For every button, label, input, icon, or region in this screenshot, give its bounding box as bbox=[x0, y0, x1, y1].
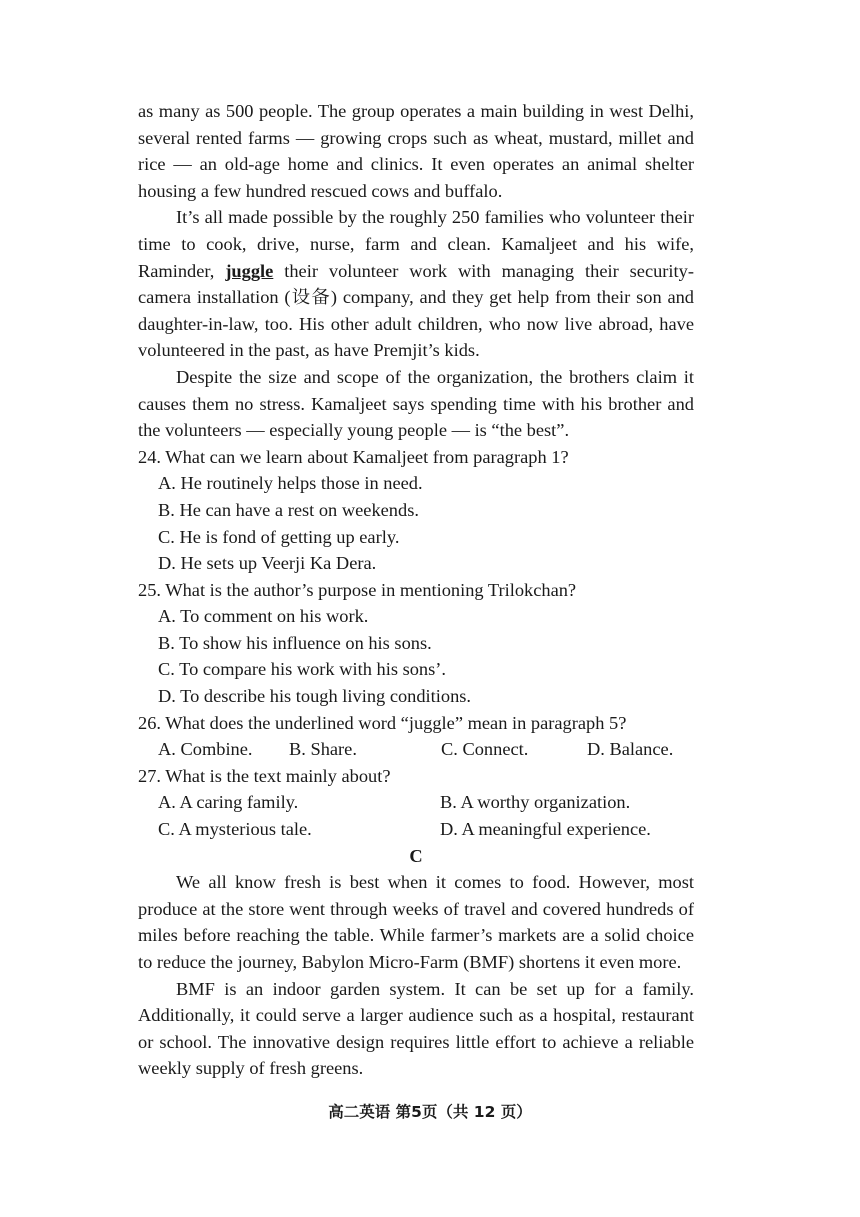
option-d: D. To describe his tough living conditions. bbox=[158, 686, 472, 707]
question-26 bbox=[138, 710, 694, 763]
option-b: B. To show his influence on his sons. bbox=[158, 632, 432, 653]
option-a: A. A caring family. bbox=[158, 792, 299, 813]
paragraph-c-1: We all know fresh is best when it comes to food. However, most produce at the store went through weeks of travel and covered hundreds of miles before reaching the table. While farmer’s markets are a solid choice to reduce the journey, Babylon Micro-Farm (BMF) shortens it even more. bbox=[138, 872, 694, 972]
option-b: B. A worthy organization. bbox=[440, 792, 631, 813]
option-c: C. He is fond of getting up early. bbox=[158, 526, 400, 547]
paragraph-text: their volunteer work with managing their security-camera installation (设备) company, and they get help from their son and daughter-in-law, too. His other adult children, who now live abroad, have volunteered in the past, as have Premjit’s kids. bbox=[138, 260, 694, 361]
options-row bbox=[138, 816, 694, 843]
option-c: C. Connect. bbox=[441, 739, 529, 760]
options-row bbox=[138, 736, 694, 763]
question-27 bbox=[138, 763, 694, 843]
option-a: A. To comment on his work. bbox=[158, 606, 369, 627]
paragraph-b-volunteers bbox=[138, 204, 694, 364]
section-heading-c: C bbox=[409, 845, 423, 866]
paragraph-b-closing: Despite the size and scope of the organization, the brothers claim it causes them no stress. Kamaljeet says spending time with his brother and the volunteers — especially young people — is “the best”. bbox=[138, 366, 694, 441]
option-a: A. He routinely helps those in need. bbox=[158, 473, 423, 494]
option-c: C. A mysterious tale. bbox=[158, 819, 312, 840]
page-content bbox=[138, 98, 694, 1082]
paragraph-text: It’s all made possible by the roughly 250 families who volunteer their time to cook, drive, nurse, farm and clean. Kamaljeet and his wife, Raminder, bbox=[138, 207, 694, 281]
option-d: D. A meaningful experience. bbox=[440, 819, 651, 840]
option-d: D. Balance. bbox=[587, 739, 674, 760]
question-stem: 25. What is the author’s purpose in mentioning Trilokchan? bbox=[138, 579, 577, 600]
question-stem: 27. What is the text mainly about? bbox=[138, 765, 391, 786]
page-footer: 高二英语 第5页（共 12 页） bbox=[328, 1103, 532, 1121]
question-stem: 26. What does the underlined word “juggle” mean in paragraph 5? bbox=[138, 712, 627, 733]
option-c: C. To compare his work with his sons’. bbox=[158, 659, 447, 680]
option-b: B. Share. bbox=[289, 739, 357, 760]
paragraph-b-continued: as many as 500 people. The group operates a main building in west Delhi, several rented farms — growing crops such as wheat, mustard, millet and rice — an old-age home and clinics. It even operates an animal shelter housing a few hundred rescued cows and buffalo. bbox=[138, 101, 694, 201]
question-25 bbox=[138, 577, 694, 710]
option-a: A. Combine. bbox=[158, 739, 253, 760]
underlined-word-juggle: juggle bbox=[225, 260, 274, 281]
options-row bbox=[138, 789, 694, 816]
option-d: D. He sets up Veerji Ka Dera. bbox=[158, 553, 377, 574]
option-b: B. He can have a rest on weekends. bbox=[158, 499, 419, 520]
question-stem: 24. What can we learn about Kamaljeet from paragraph 1? bbox=[138, 446, 569, 467]
paragraph-c-2: BMF is an indoor garden system. It can be set up for a family. Additionally, it could serve a larger audience such as a hospital, restaurant or school. The innovative design requires little effort to achieve a reliable weekly supply of fresh greens. bbox=[138, 978, 694, 1079]
question-24 bbox=[138, 444, 694, 577]
